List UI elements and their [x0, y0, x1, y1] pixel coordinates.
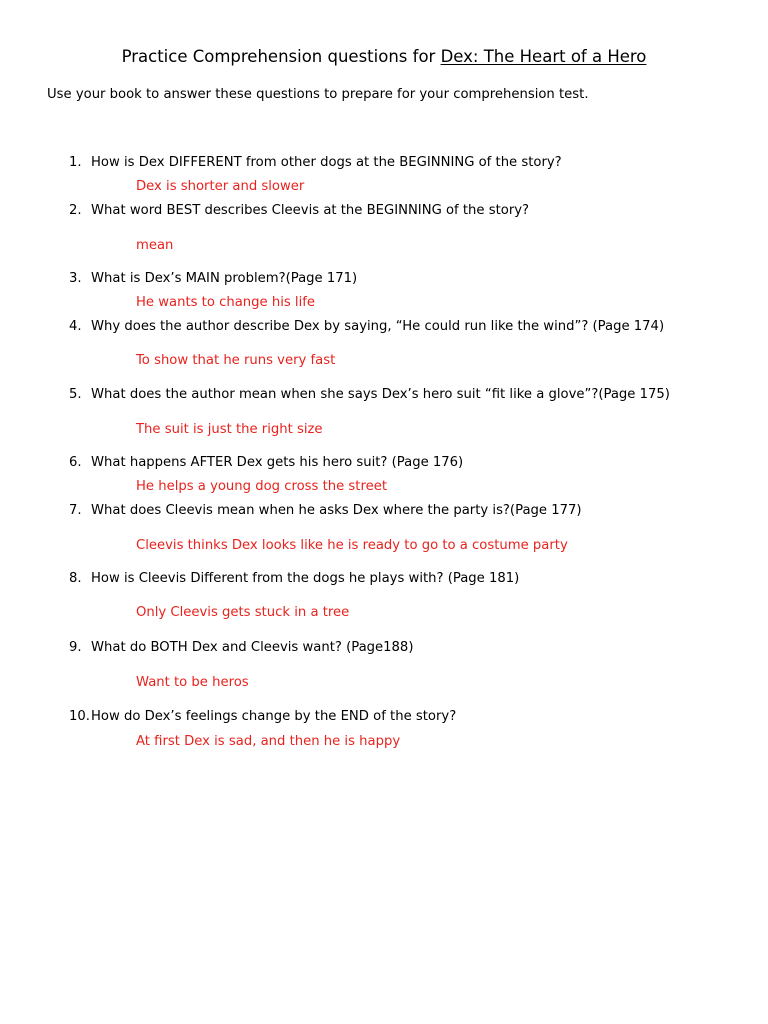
question-text: What does the author mean when she says Dex’s hero suit “fit like a glove”?(Page 175): [91, 387, 670, 402]
answer-2: mean: [136, 238, 174, 253]
question-text: How is Dex DIFFERENT from other dogs at the BEGINNING of the story?: [91, 155, 562, 170]
question-text: What is Dex’s MAIN problem?(Page 171): [91, 271, 358, 286]
question-number: 5.: [69, 387, 82, 402]
answer-5: The suit is just the right size: [136, 422, 323, 437]
question-text: Why does the author describe Dex by saying, “He could run like the wind”? (Page 174): [91, 319, 665, 334]
question-number: 8.: [69, 571, 82, 586]
question-1: [69, 154, 562, 172]
question-number: 1.: [69, 155, 82, 170]
question-number: 7.: [69, 503, 82, 518]
answer-8: Only Cleevis gets stuck in a tree: [136, 605, 350, 620]
question-6: [69, 454, 463, 472]
page-title: [0, 47, 768, 66]
question-10: [69, 708, 456, 726]
title-prefix: Practice Comprehension questions for: [121, 47, 441, 66]
question-text: How is Cleevis Different from the dogs he plays with? (Page 181): [91, 571, 520, 586]
answer-4: To show that he runs very fast: [136, 353, 336, 368]
answer-9: Want to be heros: [136, 675, 249, 690]
question-5: [69, 386, 670, 404]
question-9: [69, 639, 413, 657]
question-number: 2.: [69, 203, 82, 218]
question-text: What word BEST describes Cleevis at the BEGINNING of the story?: [91, 203, 530, 218]
question-7: [69, 502, 582, 520]
question-4: [69, 318, 664, 336]
instructions: Use your book to answer these questions to prepare for your comprehension test.: [47, 87, 589, 102]
question-text: How do Dex’s feelings change by the END of the story?: [91, 709, 457, 724]
question-number: 4.: [69, 319, 82, 334]
answer-7: Cleevis thinks Dex looks like he is ready to go to a costume party: [136, 538, 568, 553]
question-3: [69, 270, 357, 288]
question-text: What does Cleevis mean when he asks Dex where the party is?(Page 177): [91, 503, 582, 518]
question-number: 9.: [69, 640, 82, 655]
question-number: 10.: [69, 709, 90, 724]
answer-3: He wants to change his life: [136, 295, 316, 310]
answer-6: He helps a young dog cross the street: [136, 479, 388, 494]
answer-10: At first Dex is sad, and then he is happy: [136, 734, 401, 749]
book-title: Dex: The Heart of a Hero: [440, 47, 647, 66]
question-text: What happens AFTER Dex gets his hero suit? (Page 176): [91, 455, 464, 470]
question-number: 3.: [69, 271, 82, 286]
question-text: What do BOTH Dex and Cleevis want? (Page188): [91, 640, 414, 655]
question-8: [69, 570, 519, 588]
answer-1: Dex is shorter and slower: [136, 179, 305, 194]
question-number: 6.: [69, 455, 82, 470]
question-2: [69, 202, 529, 220]
